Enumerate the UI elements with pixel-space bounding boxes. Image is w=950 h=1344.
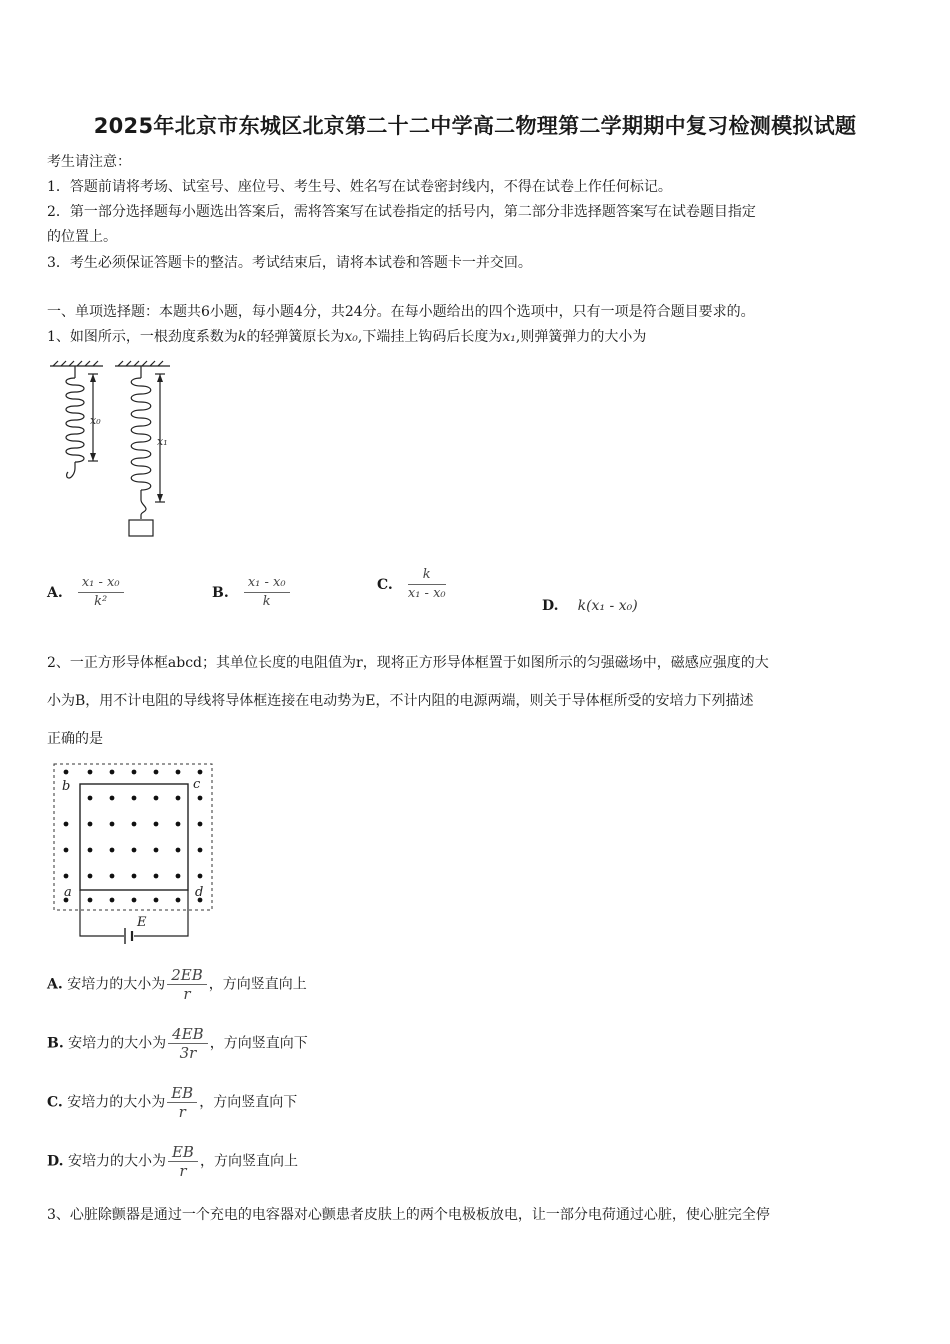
option-text: ，方向竖直向下 bbox=[209, 1035, 308, 1052]
option-expr: k(x₁ - x₀) bbox=[577, 598, 638, 614]
option-label: B. bbox=[47, 1035, 64, 1052]
label-E: E bbox=[137, 915, 147, 930]
option-text: 安培力的大小为 bbox=[68, 1035, 167, 1052]
label-a: a bbox=[64, 885, 72, 900]
question-2-stem-line: 正确的是 bbox=[47, 731, 103, 747]
option-label: D. bbox=[542, 598, 559, 614]
q1-option-b[interactable] bbox=[212, 574, 290, 611]
notice-item: 2．第一部分选择题每小题选出答案后，需将答案写在试卷指定的括号内，第二部分非选择题答案写在试卷题目指定 bbox=[47, 204, 756, 220]
q1-option-d[interactable] bbox=[542, 595, 638, 614]
frac-num: EB bbox=[168, 1143, 198, 1162]
field-dots bbox=[64, 770, 203, 903]
stem-text: ,下端挂上钩码后长度为 bbox=[357, 329, 503, 345]
notice-heading: 考生请注意： bbox=[47, 154, 131, 170]
question-1-stem bbox=[47, 328, 646, 346]
ceiling-hatch bbox=[53, 361, 98, 366]
stem-var: k bbox=[237, 329, 247, 345]
option-text: 安培力的大小为 bbox=[67, 1153, 166, 1170]
stem-var: x₀ bbox=[344, 329, 358, 345]
option-label: D. bbox=[47, 1153, 64, 1170]
frac-num: 2EB bbox=[167, 966, 207, 985]
ceiling-hatch bbox=[118, 361, 163, 366]
stem-var: x₁ bbox=[502, 329, 516, 345]
option-text: ，方向竖直向上 bbox=[208, 976, 307, 993]
frac-den: k bbox=[262, 594, 271, 609]
section-heading: 一、单项选择题：本题共6小题，每小题4分，共24分。在每小题给出的四个选项中，只有一项是符合题目要求的。 bbox=[47, 304, 755, 320]
magnetic-field-figure bbox=[50, 760, 220, 945]
label-b: b bbox=[62, 779, 71, 794]
q1-option-a[interactable] bbox=[47, 574, 124, 611]
frac-den: r bbox=[183, 985, 191, 1003]
stem-text: 1、如图所示，一根劲度系数为 bbox=[47, 329, 238, 345]
label-x1: x₁ bbox=[157, 435, 168, 448]
option-text: ，方向竖直向上 bbox=[199, 1153, 298, 1170]
frac-num: EB bbox=[167, 1084, 197, 1103]
option-label: C. bbox=[47, 1094, 63, 1111]
option-label: C. bbox=[377, 577, 393, 593]
label-x0: x₀ bbox=[90, 414, 101, 427]
frac-den: x₁ - x₀ bbox=[407, 586, 446, 601]
notice-item: 3．考生必须保证答题卡的整洁。考试结束后，请将本试卷和答题卡一并交回。 bbox=[47, 255, 532, 271]
option-label: B. bbox=[212, 585, 229, 601]
frac-den: 3r bbox=[179, 1044, 197, 1062]
stem-text: ,则弹簧弹力的大小为 bbox=[515, 329, 647, 345]
label-c: c bbox=[193, 777, 201, 792]
q2-option-a[interactable] bbox=[47, 966, 307, 1003]
option-label: A. bbox=[47, 976, 63, 993]
option-label: A. bbox=[47, 585, 63, 601]
spring-figure bbox=[45, 360, 205, 545]
q1-option-c[interactable] bbox=[377, 566, 446, 603]
q2-option-c[interactable] bbox=[47, 1084, 297, 1121]
frac-den: r bbox=[179, 1162, 187, 1180]
q2-option-d[interactable] bbox=[47, 1143, 298, 1180]
frac-num: x₁ - x₀ bbox=[78, 574, 124, 593]
stem-text: 的轻弹簧原长为 bbox=[246, 329, 345, 345]
question-3-stem: 3、心脏除颤器是通过一个充电的电容器对心颤患者皮肤上的两个电极板放电，让一部分电荷通过心脏，使心脏完全停 bbox=[47, 1207, 770, 1223]
q2-option-b[interactable] bbox=[47, 1025, 308, 1062]
page-title: 2025年北京市东城区北京第二十二中学高二物理第二学期期中复习检测模拟试题 bbox=[93, 114, 857, 138]
option-text: 安培力的大小为 bbox=[67, 1094, 166, 1111]
frac-num: k bbox=[408, 566, 446, 585]
question-2-stem-line: 2、一正方形导体框abcd；其单位长度的电阻值为r，现将正方形导体框置于如图所示的匀强磁场中，磁感应强度的大 bbox=[47, 655, 769, 671]
frac-num: x₁ - x₀ bbox=[244, 574, 290, 593]
notice-item: 1．答题前请将考场、试室号、座位号、考生号、姓名写在试卷密封线内，不得在试卷上作任何标记。 bbox=[47, 179, 672, 195]
label-d: d bbox=[195, 885, 204, 900]
frac-num: 4EB bbox=[168, 1025, 208, 1044]
frac-den: r bbox=[178, 1103, 186, 1121]
option-text: 安培力的大小为 bbox=[67, 976, 166, 993]
option-text: ，方向竖直向下 bbox=[199, 1094, 298, 1111]
frac-den: k² bbox=[94, 594, 108, 609]
notice-item: 的位置上。 bbox=[47, 229, 117, 245]
question-2-stem-line: 小为B，用不计电阻的导线将导体框连接在电动势为E，不计内阻的电源两端，则关于导体框所受的安培力下列描述 bbox=[47, 693, 754, 709]
